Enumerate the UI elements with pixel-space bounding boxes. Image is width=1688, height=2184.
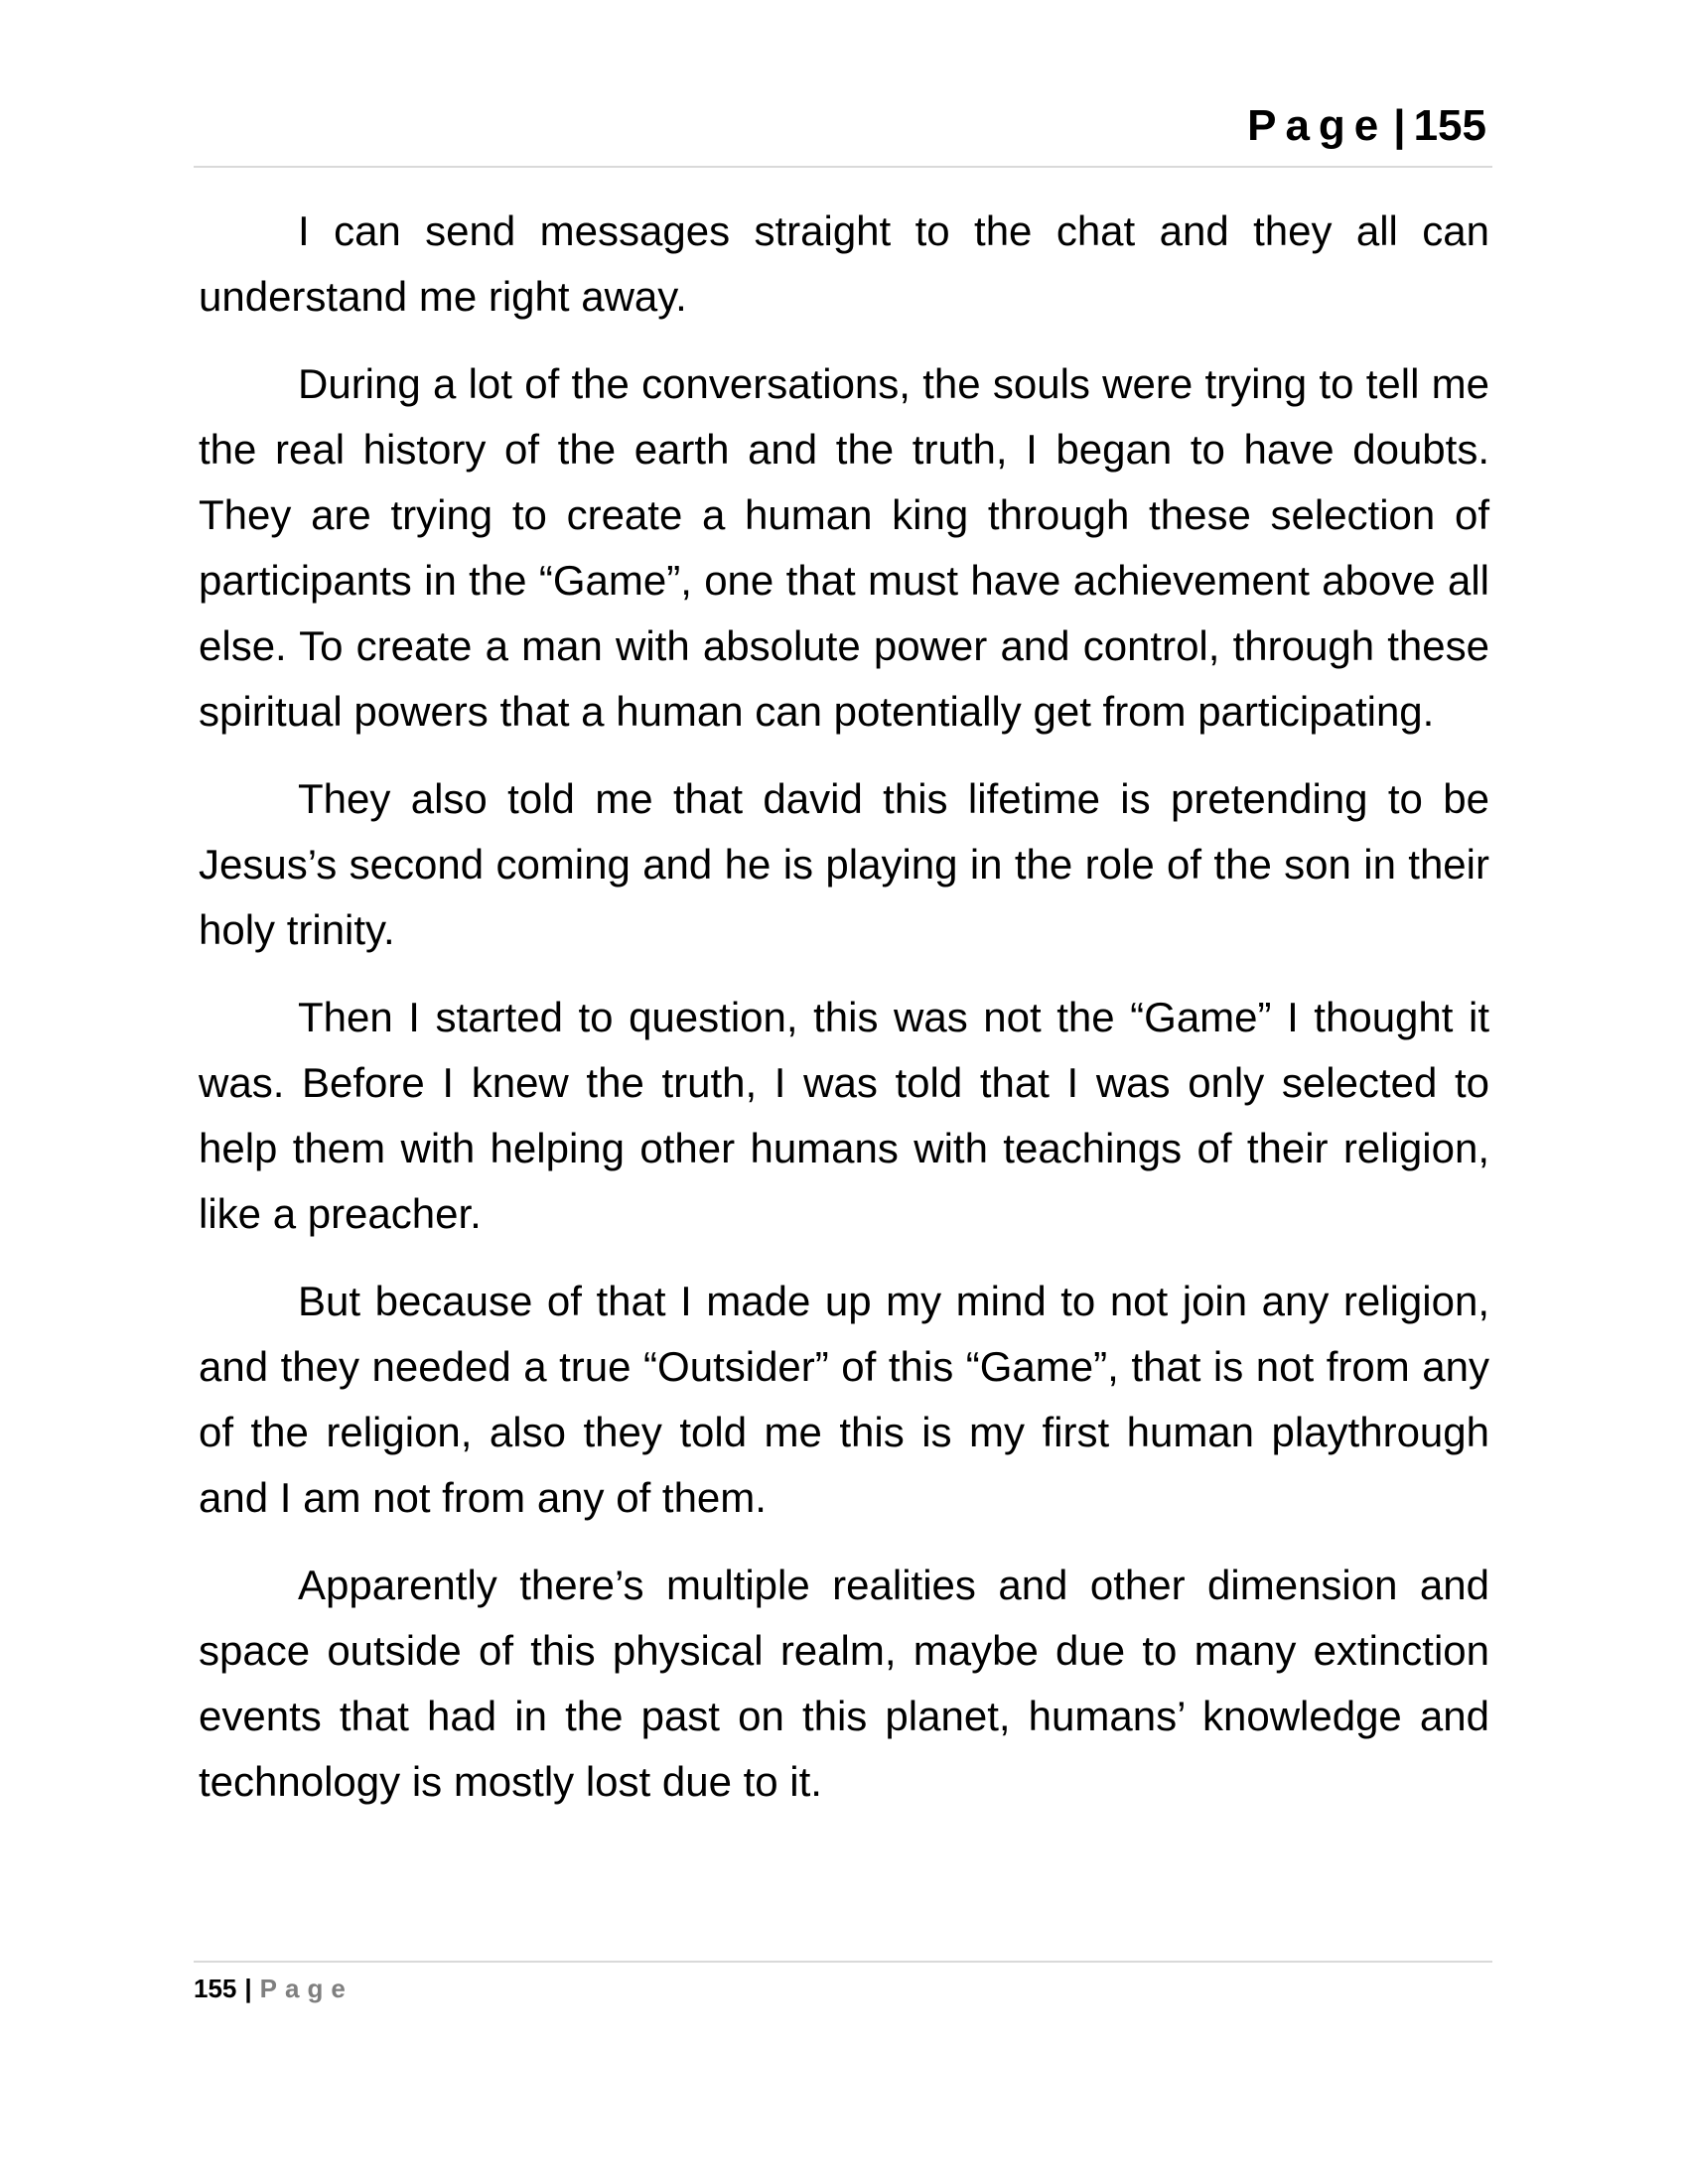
paragraph-6: Apparently there’s multiple realities and other dimension and space outside of this physical realm, maybe due to many extinction events that had in the past on this planet, humans’ knowledge and technology is mostly lost due to it.	[199, 1562, 1489, 1805]
header-page-label	[1247, 101, 1486, 150]
body-text	[199, 199, 1489, 1837]
footer-separator: |	[244, 1974, 252, 2003]
paragraph-2: During a lot of the conversations, the souls were trying to tell me the real history of the earth and the truth, I began to have doubts. They are trying to create a human king through these selection of participants in the “Game”, one that must have achievement above all else. To create a man with absolute power and control, through these spiritual powers that a human can potentially get from participating.	[199, 360, 1489, 735]
footer-page-number: 155	[194, 1974, 237, 2003]
paragraph-3: They also told me that david this lifetime is pretending to be Jesus’s second coming and he is playing in the role of the son in their holy trinity.	[199, 775, 1489, 953]
footer-page-word: Page	[259, 1974, 353, 2003]
paragraph-5: But because of that I made up my mind to not join any religion, and they needed a true “Outsider” of this “Game”, that is not from any of the religion, also they told me this is my first human playthrough and I am not from any of them.	[199, 1278, 1489, 1521]
paragraph-4: Then I started to question, this was not the “Game” I thought it was. Before I knew the truth, I was told that I was only selected to help them with helping other humans with teachings of their religion, like a preacher.	[199, 994, 1489, 1237]
page-footer	[194, 1961, 1492, 2006]
header-separator: |	[1393, 101, 1406, 150]
header-page-number: 155	[1413, 101, 1486, 150]
header-page-word: Page	[1247, 101, 1388, 150]
paragraph-1: I can send messages straight to the chat and they all can understand me right away.	[199, 207, 1489, 320]
page-header	[194, 101, 1492, 168]
